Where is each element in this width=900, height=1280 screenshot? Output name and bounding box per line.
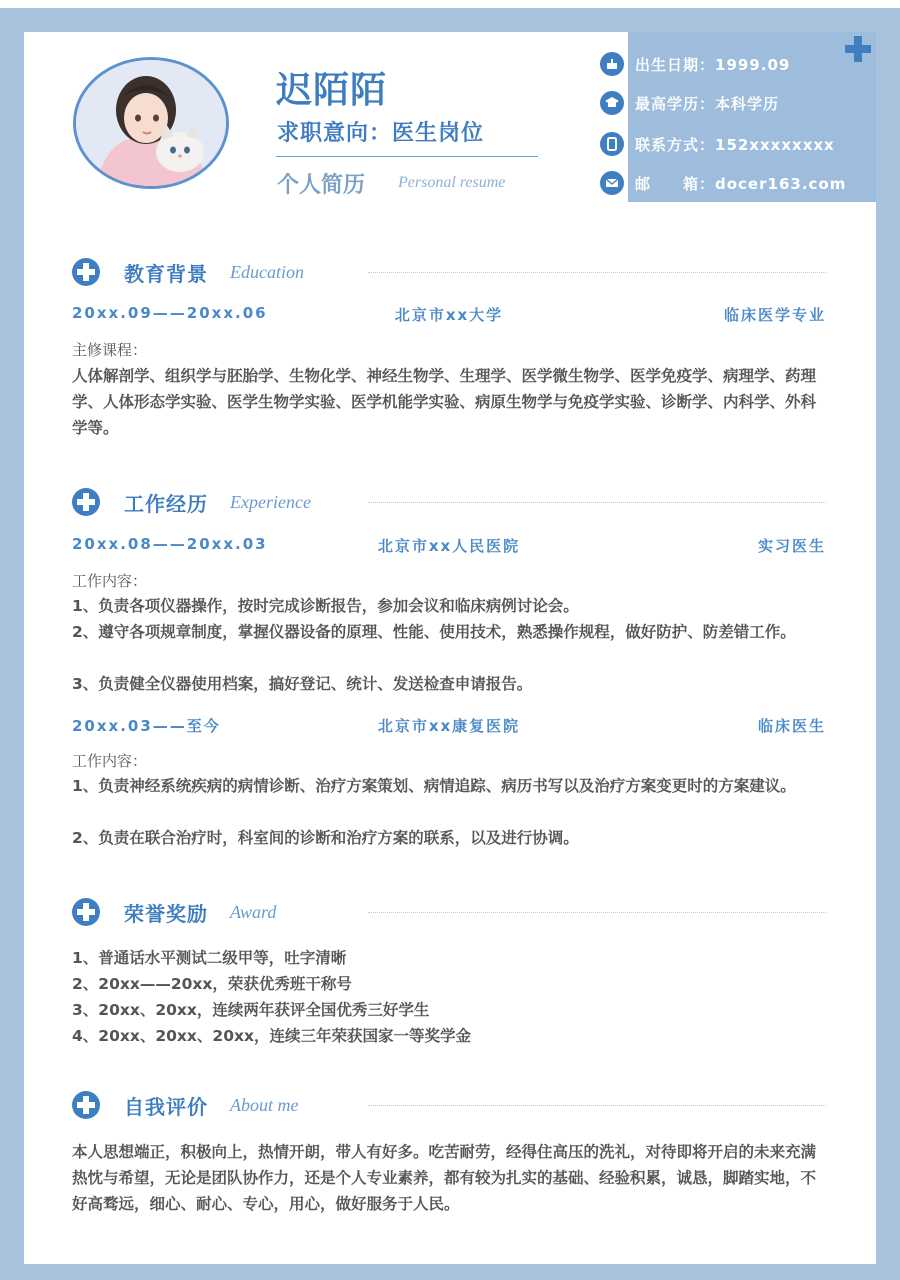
- birth-date: 出生日期：1999.09: [635, 55, 791, 74]
- top-strip: [0, 0, 900, 8]
- course-list: 人体解剖学、组织学与胚胎学、生物化学、神经生物学、生理学、医学微生物学、医学免疫学、病理学、药理学、人体形态学实验、医学生物学实验、医学机能学实验、病原生物学与免疫学实验、诊断学、内科学、外科学等。: [72, 367, 817, 437]
- education-date: 20xx.09——20xx.06: [72, 304, 268, 322]
- award-item: 3、20xx、20xx，连续两年获评全国优秀三好学生: [72, 1001, 430, 1019]
- section-title-en: Experience: [230, 491, 311, 512]
- award-item: 1、普通话水平测试二级甲等，吐字清晰: [72, 949, 347, 967]
- education-row: [72, 304, 826, 326]
- section-divider: [368, 912, 826, 913]
- job-duty: 1、负责各项仪器操作，按时完成诊断报告，参加会议和临床病例讨论会。: [72, 597, 579, 615]
- job-content-label: 工作内容：: [72, 752, 148, 770]
- section-title-cn: 荣誉奖励: [124, 901, 208, 926]
- phone-icon: [600, 132, 624, 156]
- self-evaluation: 本人思想端正，积极向上，热情开朗，带人有好多。吃苦耐劳，经得住高压的洗礼，对待即将开启的未来充满热忱与希望，无论是团队协作力，还是个人专业素养，都有较为扎实的基础、经验积累，诚恳，脚踏实地，不好高骛远，细心、耐心、专心，用心，做好服务于人民。: [72, 1143, 817, 1213]
- info-email-row: [600, 170, 846, 196]
- section-divider: [368, 272, 826, 273]
- plus-circle-icon: [72, 488, 100, 516]
- graduation-cap-icon: [600, 91, 624, 115]
- award-item: 2、20xx——20xx，荣获优秀班干称号: [72, 975, 352, 993]
- avatar-illustration: [76, 60, 226, 186]
- job-date: 20xx.03——至今: [72, 717, 221, 735]
- phone-number: 联系方式：152xxxxxxxx: [635, 135, 835, 154]
- job-role: 实习医生: [757, 537, 826, 555]
- info-birth-row: [600, 51, 790, 77]
- job-row: [72, 535, 826, 557]
- section-title-cn: 自我评价: [124, 1094, 208, 1119]
- job-duty: 2、负责在联合治疗时，科室间的诊断和治疗方案的联系，以及进行协调。: [72, 829, 579, 847]
- plus-circle-icon: [72, 258, 100, 286]
- medical-cross-icon: [843, 34, 873, 64]
- education-major: 临床医学专业: [723, 306, 826, 324]
- section-title-en: Award: [230, 901, 277, 922]
- award-item: 4、20xx、20xx、20xx，连续三年荣获国家一等奖学金: [72, 1027, 471, 1045]
- resume-paper: [24, 32, 876, 1264]
- cake-icon: [600, 52, 624, 76]
- section-about-header: [72, 1090, 298, 1120]
- job-duty: 3、负责健全仪器使用档案，搞好登记、统计、发送检查申请报告。: [72, 675, 533, 693]
- section-divider: [368, 502, 826, 503]
- info-phone-row: [600, 131, 835, 157]
- job-intent: 求职意向：医生岗位: [277, 121, 485, 146]
- avatar: [73, 57, 229, 189]
- section-divider: [368, 1105, 826, 1106]
- education-school: 北京市xx大学: [394, 306, 504, 324]
- mail-icon: [600, 171, 624, 195]
- job-date: 20xx.08——20xx.03: [72, 535, 268, 553]
- email-address: 邮 箱：docer163.com: [635, 174, 847, 193]
- section-education-header: [72, 257, 304, 287]
- section-title-en: Education: [230, 261, 304, 282]
- candidate-name: 迟陌陌: [276, 70, 388, 111]
- resume-title-cn: 个人简历: [277, 173, 366, 198]
- plus-circle-icon: [72, 898, 100, 926]
- job-duty: 2、遵守各项规章制度，掌握仪器设备的原理、性能、使用技术，熟悉操作规程，做好防护、防差错工作。: [72, 623, 796, 641]
- job-row: [72, 715, 826, 737]
- job-role: 临床医生: [757, 717, 826, 735]
- plus-circle-icon: [72, 1091, 100, 1119]
- job-org: 北京市xx人民医院: [377, 537, 521, 555]
- info-education-row: [600, 90, 779, 116]
- section-experience-header: [72, 487, 311, 517]
- job-duty: 1、负责神经系统疾病的病情诊断、治疗方案策划、病情追踪、病历书写以及治疗方案变更时的方案建议。: [72, 777, 796, 795]
- section-award-header: [72, 897, 276, 927]
- section-title-cn: 工作经历: [124, 491, 208, 516]
- job-content-label: 工作内容：: [72, 572, 148, 590]
- header-divider: [276, 156, 538, 157]
- highest-degree: 最高学历：本科学历: [635, 94, 780, 113]
- course-label: 主修课程：: [72, 341, 148, 359]
- section-title-en: About me: [230, 1094, 299, 1115]
- section-title-cn: 教育背景: [124, 261, 208, 286]
- job-org: 北京市xx康复医院: [377, 717, 521, 735]
- resume-title-en: Personal resume: [398, 174, 506, 191]
